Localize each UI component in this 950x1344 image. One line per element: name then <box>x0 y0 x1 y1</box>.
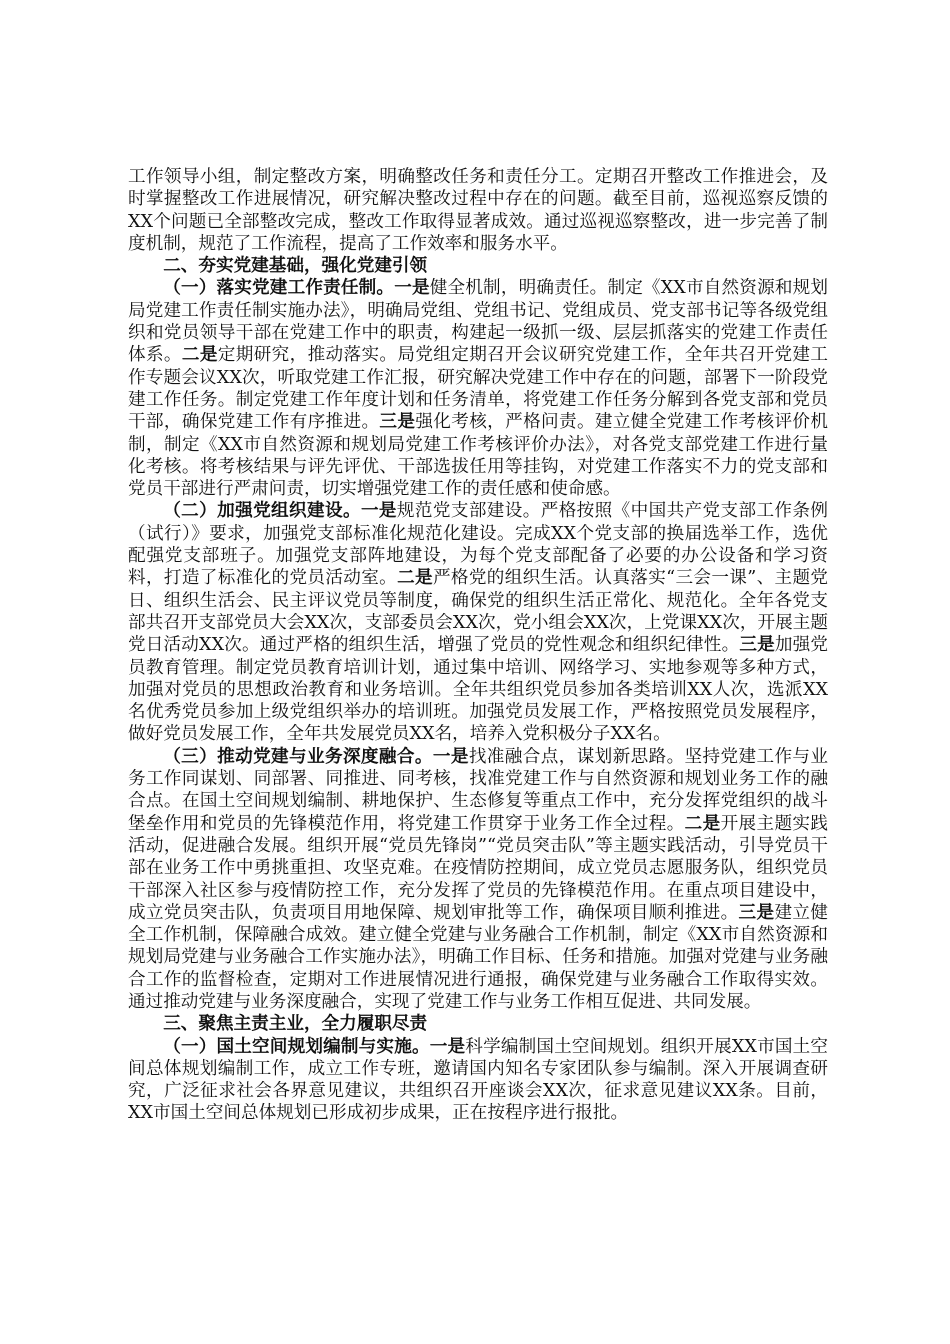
point-text: 规范党支部建设。严格按照《中国共产党支部工作条例（试行）》要求，加强党支部标准化规范化建设。完成XX个党支部的换届选举工作，选优配强党支部班子。加强党支部阵地建设，为每个党支部配备了必要的办公设备和学习资料，打造了标准化的党员活动室。 <box>128 501 828 589</box>
section-heading-main-duties <box>128 1013 828 1035</box>
point-marker: 一是 <box>394 277 430 299</box>
point-marker: 二是 <box>181 344 218 366</box>
subsection-title: （二）加强党组织建设。 <box>163 500 361 522</box>
point-marker: 一是 <box>360 500 397 522</box>
subsection-title: （三）推动党建与业务深度融合。 <box>163 745 433 767</box>
point-marker: 一是 <box>429 1035 466 1057</box>
subsection-organization-building <box>128 500 828 745</box>
point-text: 找准融合点，谋划新思路。坚持党建工作与业务工作同谋划、同部署、同推进、同考核，找准党建工作与自然资源和规划业务工作的融合点。在国土空间规划编制、耕地保护、生态修复等重点工作中，充分发挥党组织的战斗堡垒作用和党员的先锋模范作用，将党建工作贯穿于业务工作全过程。 <box>128 746 828 834</box>
point-marker: 三是 <box>738 901 775 923</box>
point-marker: 一是 <box>432 745 469 767</box>
point-text: 开展主题实践活动，促进融合发展。组织开展“党员先锋岗”“党员突击队”等主题实践活动，引导党员干部在业务工作中勇挑重担、攻坚克难。在疫情防控期间，成立党员志愿服务队，组织党员干部深入社区参与疫情防控工作，充分发挥了党员的先锋模范作用。在重点项目建设中，成立党员突击队，负责项目用地保障、规划审批等工作，确保项目顺利推进。 <box>128 813 828 923</box>
subsection-title: （一）落实党建工作责任制。 <box>163 277 395 299</box>
point-text: 加强党员教育管理。制定党员教育培训计划，通过集中培训、网络学习、实地参观等多种方式，加强对党员的思想政治教育和业务培训。全年共组织党员参加各类培训XX人次，选派XX名优秀党员参加上级党组织举办的培训班。加强党员发展工作，严格按照党员发展程序，做好党员发展工作，全年共发展党员XX名，培养入党积极分子XX名。 <box>128 635 828 745</box>
point-text: 健全机制，明确责任。制定《XX市自然资源和规划局党建工作责任制实施办法》，明确局党组、党组书记、党组成员、党支部书记等各级党组织和党员领导干部在党建工作中的职责，构建起一级抓一级、层层抓落实的党建工作责任体系。 <box>128 278 828 366</box>
paragraph-rectification-summary <box>128 166 828 255</box>
section-heading-text: 二、夯实党建基础，强化党建引领 <box>163 255 428 277</box>
point-text: 建立健全工作机制，保障融合成效。建立健全党建与业务融合工作机制，制定《XX市自然资源和规划局党建与业务融合工作实施办法》，明确工作目标、任务和措施。加强对党建与业务融合工作的监督检查，定期对工作进展情况进行通报，确保党建与业务融合工作取得实效。通过推动党建与业务深度融合，实现了党建工作与业务工作相互促进、共同发展。 <box>128 902 828 1012</box>
point-text: 强化考核，严格问责。建立健全党建工作考核评价机制，制定《XX市自然资源和规划局党建工作考核评价办法》，对各党支部党建工作进行量化考核。将考核结果与评先评优、干部选拔任用等挂钩，对党建工作落实不力的党支部和党员干部进行严肃问责，切实增强党建工作的责任感和使命感。 <box>128 412 828 500</box>
point-text: 定期研究，推动落实。局党组定期召开会议研究党建工作，全年共召开党建工作专题会议XX次，听取党建工作汇报，研究解决党建工作中存在的问题，部署下一阶段党建工作任务。制定党建工作年度计划和任务清单，将党建工作任务分解到各党支部和党员干部，确保党建工作有序推进。 <box>128 345 828 433</box>
point-text: 科学编制国土空间规划。组织开展XX市国土空间总体规划编制工作，成立工作专班，邀请国内知名专家团队参与编制。深入开展调查研究，广泛征求社会各界意见建议，共组织召开座谈会XX次，征求意见建议XX条。目前，XX市国土空间总体规划已形成初步成果，正在按程序进行报批。 <box>128 1036 828 1124</box>
subsection-responsibility-system <box>128 277 828 500</box>
document-body <box>128 166 828 1125</box>
point-marker: 三是 <box>379 411 416 433</box>
point-marker: 二是 <box>684 812 721 834</box>
subsection-title: （一）国土空间规划编制与实施。 <box>163 1035 430 1057</box>
subsection-spatial-planning <box>128 1036 828 1125</box>
section-heading-text: 三、聚焦主责主业，全力履职尽责 <box>163 1013 428 1035</box>
point-marker: 二是 <box>397 567 433 589</box>
point-marker: 三是 <box>739 634 775 656</box>
paragraph-text: 工作领导小组，制定整改方案，明确整改任务和责任分工。定期召开整改工作推进会，及时掌握整改工作进展情况，研究解决整改过程中存在的问题。截至目前，巡视巡察反馈的XX个问题已全部整改完成，整改工作取得显著成效。通过巡视巡察整改，进一步完善了制度机制，规范了工作流程，提高了工作效率和服务水平。 <box>128 167 828 254</box>
point-text: 严格党的组织生活。认真落实“三会一课”、主题党日、组织生活会、民主评议党员等制度，确保党的组织生活正常化、规范化。全年各党支部共召开支部党员大会XX次，支部委员会XX次，党小组会XX次，上党课XX次，开展主题党日活动XX次。通过严格的组织生活，增强了党员的党性观念和组织纪律性。 <box>128 568 828 656</box>
subsection-business-integration <box>128 746 828 1014</box>
section-heading-party-building <box>128 255 828 277</box>
